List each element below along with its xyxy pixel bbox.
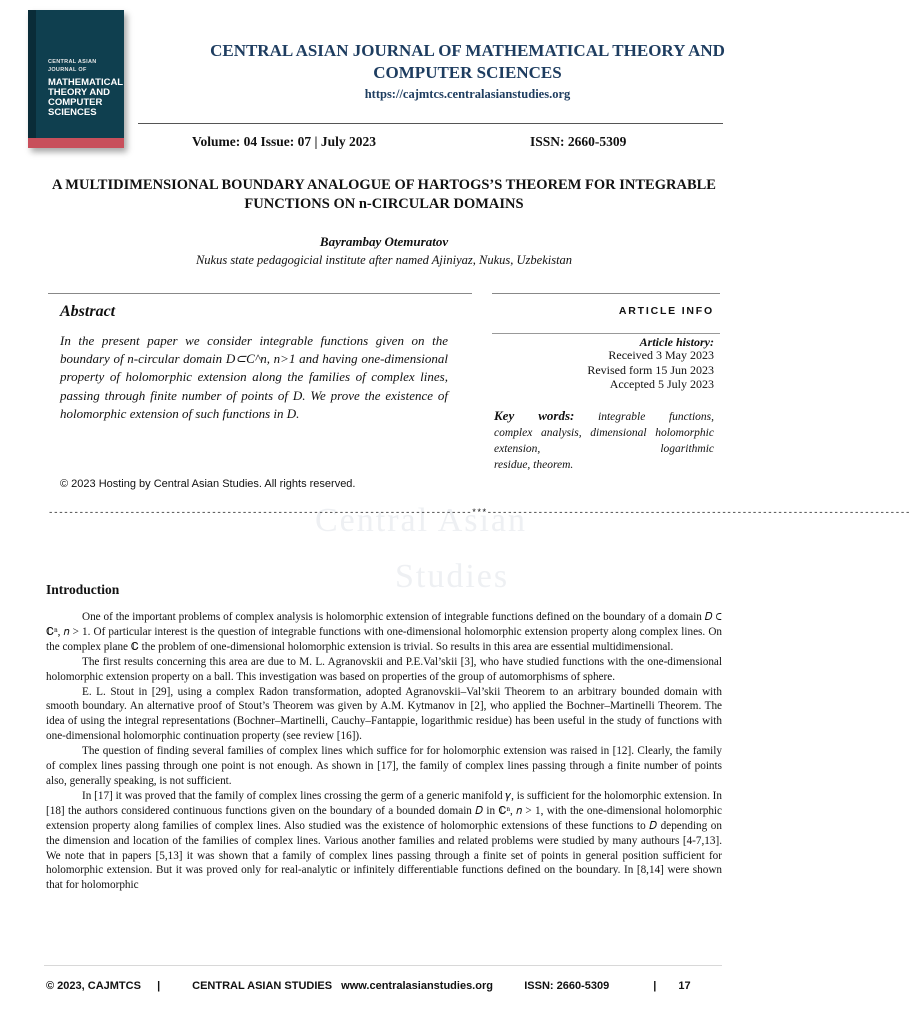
footer-rule xyxy=(44,965,722,966)
intro-paragraph: E. L. Stout in [29], using a complex Radon transformation, adopted Agranovskii–Val’skii Theorem to an arbitrary bounded domain with smooth boundary. An alternative proof of Stout’s Theorem was given by A.M. Kytmanov in [2], who applied the Bochner–Martinelli Theorem. The idea of using the integral representations (Bochner–Martinelli, Cauchy–Fantappie, logarithmic residue) has been useful in the study of functions with one-dimensional holomorphic continuation property (see review [16]). xyxy=(46,685,722,743)
footer-separator: | xyxy=(653,980,657,992)
keywords xyxy=(494,408,714,473)
journal-title: CENTRAL ASIAN JOURNAL OF MATHEMATICAL THEORY AND COMPUTER SCIENCES xyxy=(210,41,725,82)
cover-accent-band xyxy=(28,138,124,148)
introduction-heading: Introduction xyxy=(46,582,120,597)
intro-paragraph: One of the important problems of complex analysis is holomorphic extension of integrable functions defined on the boundary of a domain 𝐷 ⊂ ℂⁿ, 𝑛 > 1. Of particular interest is the question of integrable functions with one-dimensional holomorphic extension property along complex lines. On the complex plane ℂ the problem of one-dimensional holomorphic extension is trivial. So results in this area are essential multidimensional. xyxy=(46,611,722,653)
keywords-text-2: complex analysis, dimensional holomorphic extension, logarithmic xyxy=(494,427,714,455)
footer-website-link[interactable]: www.centralasianstudies.org xyxy=(341,980,493,992)
intro-paragraph: In [17] it was proved that the family of complex lines crossing the germ of a generic manifold 𝛾, is sufficient for the holomorphic extension. In [18] the authors considered continuous functions given on the boundary of a bounded domain 𝐷 in ℂⁿ, 𝑛 > 1, with the one-dimensional holomorphic extension property along families of complex lines. Also studied was the existence of holomorphic extensions of these functions to 𝐷 depending on the dimension and location of the families of complex lines. Various another families and related problems were studied by many authours [4-7,13]. We note that in papers [5,13] it was shown that a family of complex lines passing through a finite set of points in general position sufficient for holomorphic extension. But it was proved only for real-analytic or infinitely differentiable functions defined on the boundary. In [8,14] were shown that for holomorphic xyxy=(46,789,722,892)
paper-title: A MULTIDIMENSIONAL BOUNDARY ANALOGUE OF HARTOGS’S THEOREM FOR INTEGRABLE FUNCTIONS ON n-CIRCULAR DOMAINS xyxy=(52,177,716,212)
watermark-line-1: Central Asian xyxy=(315,502,528,539)
header-divider xyxy=(138,123,723,124)
footer-copyright: © 2023, CAJMTCS xyxy=(46,980,141,992)
author-name: Bayrambay Otemuratov xyxy=(319,234,449,249)
intro-paragraph: The question of finding several families of complex lines which suffice for for holomorphic extension was raised in [12]. Clearly, the family of complex lines passing through one point is not enough. As shown in [17], the family of complex lines passing through a finite number of points also, generally speaking, is not sufficient. xyxy=(46,745,722,787)
article-info-heading: ARTICLE INFO xyxy=(618,305,714,317)
page-number: 17 xyxy=(678,980,691,992)
abstract-heading: Abstract xyxy=(60,303,116,320)
journal-url-link[interactable]: https://cajmtcs.centralasianstudies.org xyxy=(364,87,571,101)
article-info-top-rule xyxy=(492,293,720,294)
intro-paragraph: The first results concerning this area are due to M. L. Agranovskii and P.E.Val’skii [3], who have studied functions with the one-dimensional holomorphic extension property on a ball. This investigation was based on properties of the group of automorphisms of sphere. xyxy=(46,655,722,683)
revised-date: Revised form 15 Jun 2023 xyxy=(587,362,714,377)
hosting-copyright: © 2023 Hosting by Central Asian Studies. All rights reserved. xyxy=(60,478,356,490)
issn: ISSN: 2660-5309 xyxy=(530,134,627,149)
abstract-text: In the present paper we consider integrable functions given on the boundary of n-circular domain D⊂C^n, n>1 and having one-dimensional property of holomorphic extension along the families of complex lines, passing through finite number of points of D. We prove the existence of holomorphic extension of such functions in D. xyxy=(60,333,448,421)
accepted-date: Accepted 5 July 2023 xyxy=(609,377,714,391)
journal-cover-spine xyxy=(28,10,36,148)
abstract-top-rule xyxy=(48,293,472,294)
page-footer xyxy=(46,980,726,992)
author-affiliation: Nukus state pedagogicial institute after named Ajiniyaz, Nukus, Uzbekistan xyxy=(195,253,573,267)
watermark-line-2: Studies xyxy=(395,558,510,595)
article-history xyxy=(492,348,714,392)
footer-issn: ISSN: 2660-5309 xyxy=(524,980,610,992)
article-info-rule xyxy=(492,333,720,334)
keywords-text-1: integrable functions, xyxy=(598,411,714,423)
article-history-label: Article history: xyxy=(639,335,714,349)
keywords-line-1 xyxy=(494,408,714,425)
keywords-text-3: residue, theorem. xyxy=(494,459,574,471)
footer-publisher: CENTRAL ASIAN STUDIES xyxy=(192,980,333,992)
footer-separator: | xyxy=(157,980,161,992)
cover-small-label: CENTRAL ASIAN JOURNAL OF xyxy=(48,59,97,73)
keywords-label: Key words: xyxy=(494,408,575,423)
section-separator: -----------------------------------------------------------------------------------***----------------------------------------------------------------------------------- xyxy=(48,508,910,518)
received-date: Received 3 May 2023 xyxy=(608,348,714,362)
volume-issue: Volume: 04 Issue: 07 | July 2023 xyxy=(192,134,376,149)
cover-title: MATHEMATICAL THEORY AND COMPUTER SCIENCES xyxy=(48,77,123,118)
introduction-body xyxy=(46,610,722,893)
